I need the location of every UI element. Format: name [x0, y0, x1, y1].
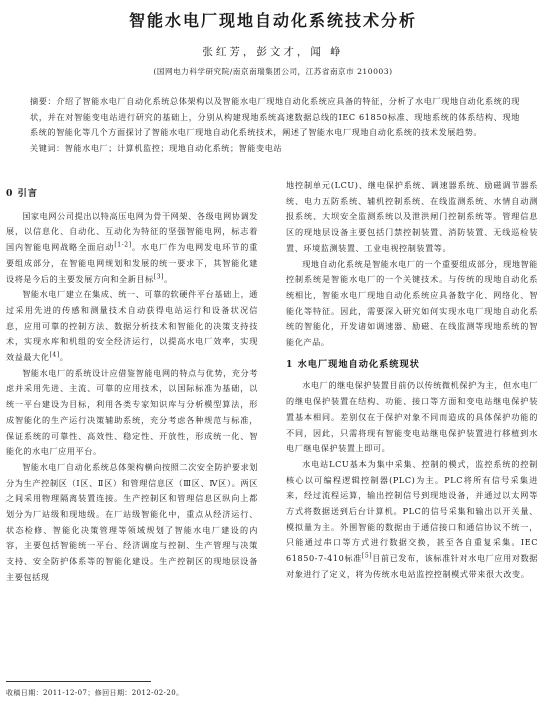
paragraph-8: [286, 457, 538, 583]
paragraph-2-text-b: 。: [59, 352, 69, 363]
section-heading-status: 1 水电厂现地自动化系统现状: [286, 358, 420, 370]
section-heading-introduction: 0 引言: [6, 188, 38, 199]
paper-authors: 张红芳，彭文才，闻 峥: [202, 46, 344, 58]
paragraph-2-text-a: 智能水电厂建立在集成、统一、可靠的软硬件平台基础上，通过采用先进的传感和测量技术自动获得电站运行和设备状况信息，应用可靠的控制方法、数据分析技术和智能化的决策支持技术，实现水库和机组的安全经济运行，以提高水电厂效率，实现效益最大化: [6, 289, 258, 363]
paragraph-1: [6, 209, 258, 288]
footnote-divider: [6, 681, 151, 682]
paper-title: 智能水电厂现地自动化系统技术分析: [128, 11, 417, 30]
paragraph-4: 智能水电厂自动化系统总体架构横向按照二次安全防护要求划分为生产控制区（Ⅰ区、Ⅱ区）和管理信息区（Ⅲ区、Ⅳ区）。两区之间采用物理隔离装置连接。生产控制区和管理信息区纵向上都划分为厂站级和现地级。在厂站级智能化中，重点从经济运行、状态检修、智能化决策管理等领域规划了智能水电厂建设的内容，主要包括智能统一平台、经济调度与控制、生产管理与决策支持、安全防护体系等的智能化建设。生产控制区的现地层设备主要包括现: [6, 461, 258, 582]
left-column: [6, 182, 258, 586]
paper-affiliation: (国网电力科学研究院/南京南瑞集团公司，江苏省南京市 210003): [153, 67, 393, 76]
abstract-block: [30, 94, 520, 156]
paragraph-1-text-b: 。水电厂作为电网发电环节的重要组成部分，在智能电网规划和发展的统一要求下，其智能化建设将是今后的主要发展方向和全新目标: [6, 242, 259, 284]
paragraph-5: 地控制单元(LCU)、继电保护系统、调速器系统、励磁调节器系统、电力五防系统、辅机控制系统、在线监测系统、水情自动测报系统、大坝安全监测系统以及泄洪闸门控制系统等。管理信息区的现地层设备主要包括门禁控制装置、消防装置、无线巡检装置、环境监测装置、工业电视控制装置等。: [286, 180, 538, 253]
paragraph-6: 现地自动化系统是智能水电厂的一个重要组成部分，现地智能控制系统是智能水电厂的一个关键技术。与传统的现地自动化系统相比，智能水电厂现地自动化系统应具备数字化、网络化、智能化等特征。因此，需要深入研究如何实现水电厂现地自动化系统的智能化，开发诸如调速器、励磁、在线监测等现地系统的智能化产品。: [286, 258, 538, 348]
citation-ref: [1-2]: [114, 241, 132, 249]
keywords: 关键词：智能水电厂；计算机监控；现地自动化系统；智能变电站: [30, 142, 283, 153]
citation-ref: [3]: [153, 272, 165, 280]
paragraph-1-text-c: 。: [164, 273, 173, 284]
right-column: [286, 178, 538, 583]
paragraph-7: 水电厂的继电保护装置目前仍以传统微机保护为主，但水电厂的继电保护装置在结构、功能、接口等方面和变电站继电保护装置基本相同。差别仅在于保护对象不同而造成的具体保护功能的不同，因此，只需将现有智能变电站继电保护装置进行移植到水电厂继电保护装置上即可。: [286, 380, 538, 454]
citation-ref: [5]: [361, 552, 373, 560]
paragraph-8-text-a: 水电站LCU基本为集中采集、控制的模式，监控系统的控制核心以可编程逻辑控制器(PLC)为主。PLC将所有信号采集进来，经过流程运算，输出控制信号到现地设备，并通过以太网等方式将数据送到后台计算机。PLC的信号采集和输出以开关量、模拟量为主。外围智能的数据由于通信接口和通信协议不统一，只能通过串口等方式进行数据交换，甚至各自重复采集。IEC 61850-7-410标准: [286, 458, 538, 564]
paragraph-1-text-a: 国家电网公司提出以特高压电网为骨干网架、各级电网协调发展，以信息化、自动化、互动化为特征的坚强智能电网，标志着国内智能电网战略全面启动: [6, 210, 258, 253]
paragraph-3: 智能水电厂的系统设计应借鉴智能电网的特点与优势，充分考虑并采用先进、主流、可靠的应用技术，以国际标准为基础，以统一平台建设为目标，利用各类专家知识库与分析模型算法，形成智能化的生产运行决策辅助系统，充分考虑各种规范与标准，保证系统的可靠性、高效性、稳定性、开放性，形成统一化、智能化的水电厂应用平台。: [6, 367, 258, 457]
citation-ref: [4]: [49, 351, 60, 359]
footnote-received-date: 收稿日期：2011-12-07；修回日期：2012-02-20。: [6, 689, 184, 697]
paragraph-8-text-b: 目前已发布，该标准针对水电厂应用对数据对象进行了定义，将为传统水电站监控控制模式带来很大改变。: [286, 553, 538, 579]
abstract-text: 摘要：介绍了智能水电厂自动化系统总体架构以及智能水电厂现地自动化系统应具备的特征，分析了水电厂现地自动化系统的现状，并在对智能变电站进行研究的基础上，分别从构建现地系统高速数据总线的IEC 61850标准、现地系统的体系结构、现地系统的智能化等几个方面探讨了智能水电厂现地自动化系统技术，阐述了智能水电厂现地自动化系统的技术发展趋势。: [30, 96, 520, 138]
paragraph-2: [6, 287, 258, 366]
